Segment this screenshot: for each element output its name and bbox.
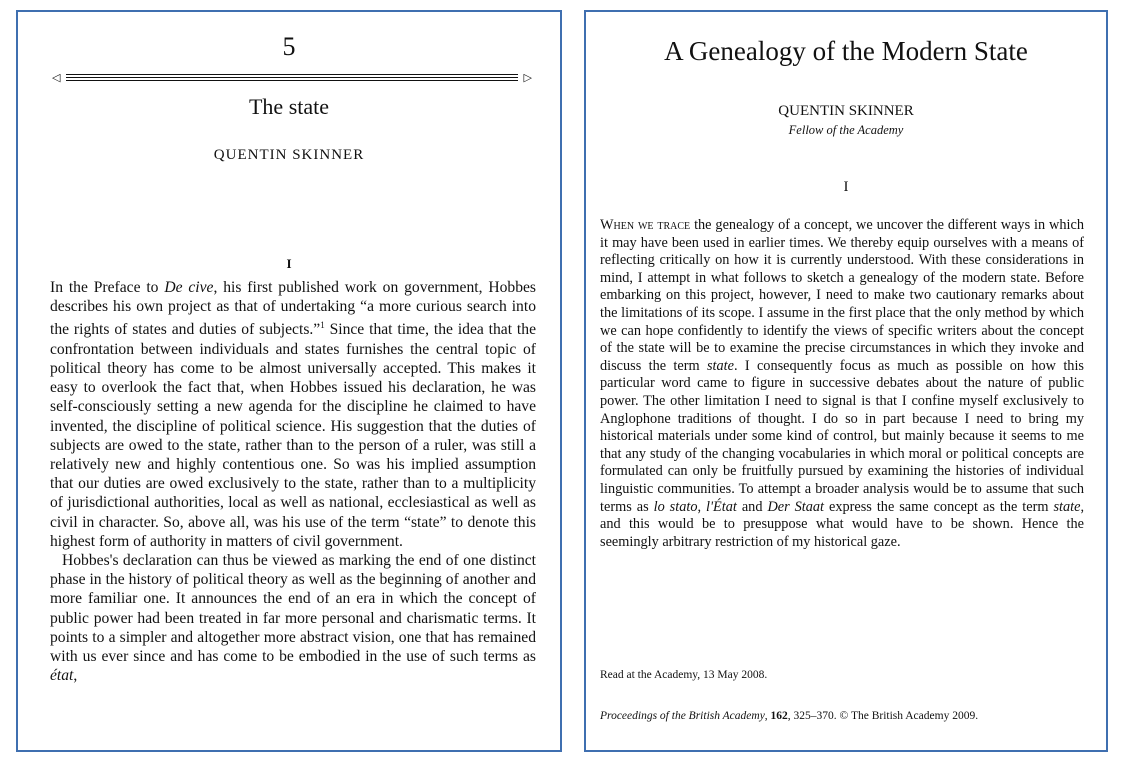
rule-right-triangle-icon: ▷ xyxy=(523,72,532,84)
chapter-body xyxy=(50,278,536,685)
article-paragraph: When we trace the genealogy of a concept, we uncover the different ways in which it may have been used in earlier times. We thereby equip ourselves with a means of reflecting critically on how it is currently understood. With these considerations in mind, I attempt in what follows to sketch a genealogy of the modern state. Before embarking on this project, however, I need to make two cautionary remarks about the limitations of its scope. I assume in the first place that the only method by which we can hope confidently to identify the views of specific writers about the concept of the state will be to examine the precise circumstances in which they invoke and discuss the term state. I consequently focus as much as possible on how this particular word came to figure in successive debates about the nature of public power. The other limitation I need to signal is that I confine myself exclusively to Anglophone traditions of thought. I do so in part because I need to bring my historical materials under some kind of control, but mainly because it seems to me that any study of the changing vocabularies in which moral or political concepts are formulated can only be fruitfully pursued by examining the histories of individual linguistic communities. To attempt a broader analysis would be to assume that such terms as lo stato, l'État and Der Staat express the same concept as the term state, and this would be to presuppose what would have to be shown. Hence the seemingly arbitrary restriction of my historical gaze. xyxy=(600,217,1085,550)
term-etat: état xyxy=(50,667,74,685)
ornamental-rule xyxy=(52,71,532,85)
chapter-number: 5 xyxy=(282,32,296,61)
left-book-page xyxy=(16,10,562,752)
author-affiliation: Fellow of the Academy xyxy=(788,123,904,137)
article-section-number: I xyxy=(843,179,849,195)
body-paragraph-1: In the Preface to De cive, his first published work on government, Hobbes describes his own project as that of undertaking “a more curious search into the rights of states and duties of subjects.”$^1$ Since that time, the idea that the confrontation between individuals and states furnishes the central topic of political theory has come to be almost universally accepted. This makes it easy to overlook the fact that, when Hobbes issued his declaration, he was self-consciously setting a new agenda for the discipline he claimed to have invented, the discipline of political science. His suggestion that the duties of subjects are owed to the state, rather than to the person of a ruler, was still a relatively new and highly contentious one. So was his implied assumption that our duties are owed exclusively to the state, rather than to a multiplicity of jurisdictional authorities, local as well as national, ecclesiastical as well as civil in character. So, above all, was his use of the term “state” to denote this highest form of authority in matters of civil government. xyxy=(50,279,536,550)
article-author: QUENTIN SKINNER xyxy=(778,103,914,119)
article-body xyxy=(600,217,1084,551)
proceedings-citation: Proceedings of the British Academy, 162, 325–370. © The British Academy 2009. xyxy=(600,710,979,722)
article-title: A Genealogy of the Modern State xyxy=(664,36,1028,66)
right-article-page xyxy=(584,10,1108,752)
opening-small-caps: When we trace xyxy=(600,217,691,233)
chapter-author: QUENTIN SKINNER xyxy=(213,147,365,163)
work-title-de-cive: De cive xyxy=(164,279,214,296)
rule-left-triangle-icon: ◁ xyxy=(52,72,61,84)
chapter-title: The state xyxy=(248,94,330,119)
section-number: I xyxy=(286,256,292,271)
body-paragraph-2: Hobbes's declaration can thus be viewed as marking the end of one distinct phase in the history of political theory as well as the beginning of another and more familiar one. It announces the end of an era in which the concept of public power had been treated in far more personal and charismatic terms. It points to a simpler and altogether more abstract vision, one that has remained with us ever since and has come to be embodied in the use of such terms as état, xyxy=(50,552,536,685)
read-at-academy-note: Read at the Academy, 13 May 2008. xyxy=(600,669,768,681)
footnote-marker[interactable]: 1 xyxy=(320,320,325,331)
